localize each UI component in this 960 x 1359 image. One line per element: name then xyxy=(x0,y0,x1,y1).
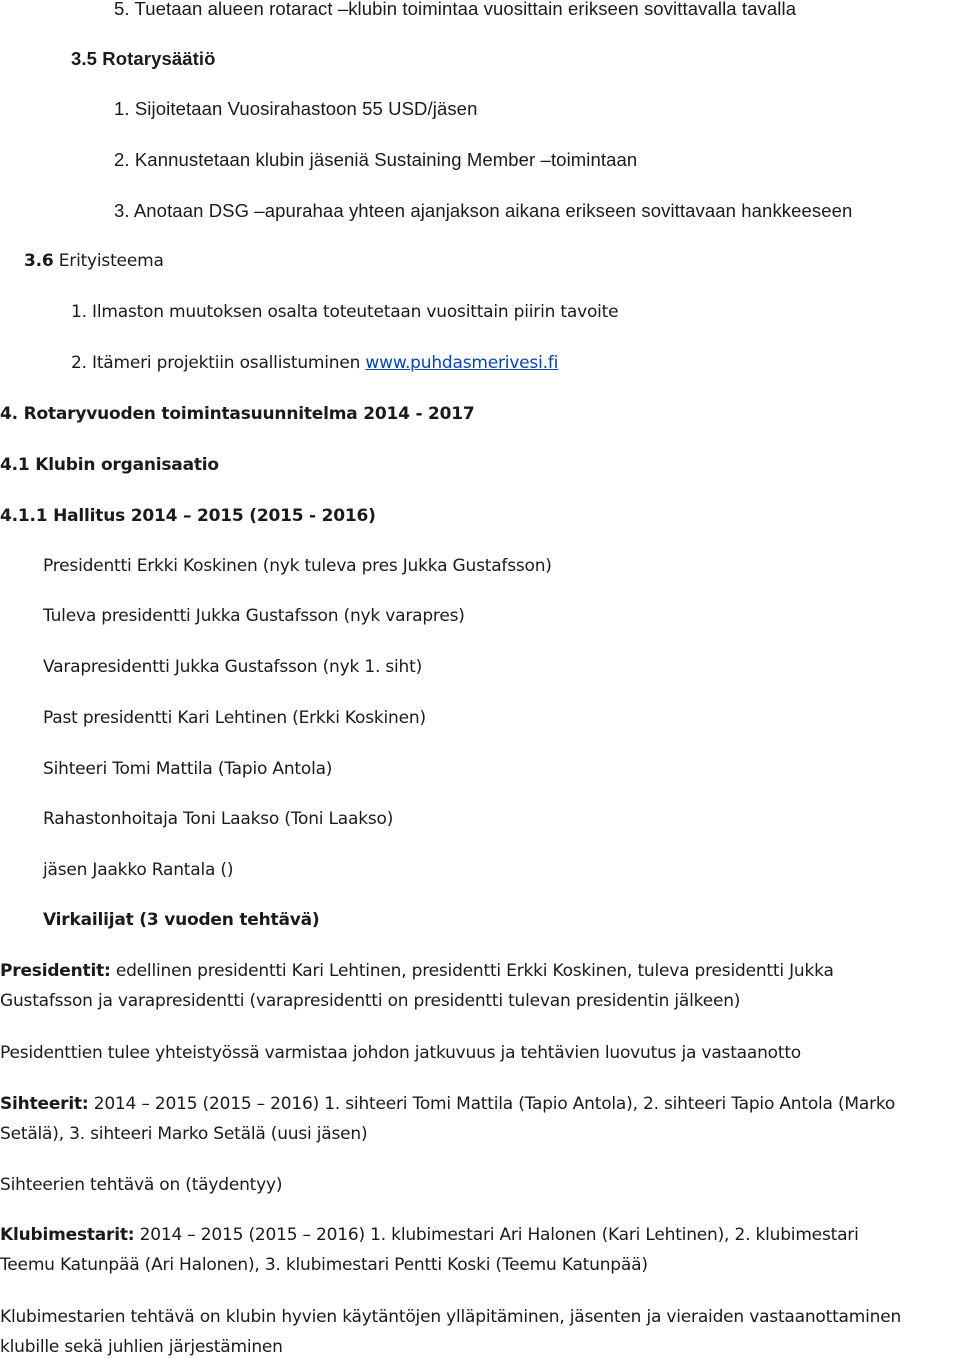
board-member: Presidentti Erkki Koskinen (nyk tuleva pres Jukka Gustafsson) xyxy=(43,556,552,576)
section-heading-board: 4.1.1 Hallitus 2014 – 2015 (2015 - 2016) xyxy=(0,506,376,526)
list-item: 1. Sijoitetaan Vuosirahastoon 55 USD/jäsen xyxy=(114,98,478,119)
clubmasters-duty-line1: Klubimestarien tehtävä on klubin hyvien käytäntöjen ylläpitäminen, jäsenten ja vieraiden vastaanottaminen xyxy=(0,1307,902,1327)
secretaries-paragraph-line2: Setälä), 3. sihteeri Marko Setälä (uusi jäsen) xyxy=(0,1124,368,1144)
board-member: Sihteeri Tomi Mattila (Tapio Antola) xyxy=(43,759,333,779)
heading-text: Erityisteema xyxy=(58,251,164,271)
presidents-paragraph-line2: Gustafsson ja varapresidentti (varapresidentti on presidentti tulevan presidentin jälkeen) xyxy=(0,991,741,1011)
clubmasters-duty-line2: klubille sekä juhlien järjestäminen xyxy=(0,1337,283,1357)
list-item-text: 2. Itämeri projektiin osallistuminen xyxy=(71,353,366,373)
secretaries-paragraph-line1 xyxy=(0,1093,895,1115)
rotaract-item: 5. Tuetaan alueen rotaract –klubin toimintaa vuosittain erikseen sovittavalla tavalla xyxy=(114,0,797,19)
secretaries-text: 2014 – 2015 (2015 – 2016) 1. sihteeri Tomi Mattila (Tapio Antola), 2. sihteeri Tapio Antola (Marko xyxy=(88,1094,896,1114)
secretaries-duty: Sihteerien tehtävä on (täydentyy) xyxy=(0,1175,283,1195)
section-heading-plan: 4. Rotaryvuoden toimintasuunnitelma 2014 - 2017 xyxy=(0,404,475,424)
officers-heading: Virkailijat (3 vuoden tehtävä) xyxy=(43,910,320,930)
list-item: 2. Kannustetaan klubin jäseniä Sustaining Member –toimintaan xyxy=(114,149,638,170)
section-heading-special-theme xyxy=(24,250,164,272)
section-heading-organisation: 4.1 Klubin organisaatio xyxy=(0,455,219,475)
board-member: Past presidentti Kari Lehtinen (Erkki Koskinen) xyxy=(43,708,426,728)
presidents-label: Presidentit: xyxy=(0,961,111,981)
secretaries-label: Sihteerit: xyxy=(0,1094,89,1114)
presidents-paragraph-line1 xyxy=(0,960,834,982)
puhdasmerivesi-link[interactable]: www.puhdasmerivesi.fi xyxy=(365,353,559,373)
board-member: Rahastonhoitaja Toni Laakso (Toni Laakso) xyxy=(43,809,394,829)
heading-number: 3.6 xyxy=(24,251,54,271)
clubmasters-label: Klubimestarit: xyxy=(0,1225,135,1245)
list-item: 3. Anotaan DSG –apurahaa yhteen ajanjakson aikana erikseen sovittavaan hankkeeseen xyxy=(114,200,853,221)
list-item: 1. Ilmaston muutoksen osalta toteutetaan vuosittain piirin tavoite xyxy=(71,302,619,322)
section-heading-rotary-foundation: 3.5 Rotarysäätiö xyxy=(71,48,216,69)
board-member: jäsen Jaakko Rantala () xyxy=(43,860,234,880)
clubmasters-paragraph-line2: Teemu Katunpää (Ari Halonen), 3. klubimestari Pentti Koski (Teemu Katunpää) xyxy=(0,1255,648,1275)
presidents-duty: Pesidenttien tulee yhteistyössä varmistaa johdon jatkuvuus ja tehtävien luovutus ja vastaanotto xyxy=(0,1043,802,1063)
presidents-text: edellinen presidentti Kari Lehtinen, presidentti Erkki Koskinen, tuleva presidentti Jukka xyxy=(110,961,834,981)
clubmasters-text: 2014 – 2015 (2015 – 2016) 1. klubimestari Ari Halonen (Kari Lehtinen), 2. klubimestari xyxy=(134,1225,859,1245)
list-item xyxy=(71,352,558,374)
clubmasters-paragraph-line1 xyxy=(0,1224,859,1246)
board-member: Tuleva presidentti Jukka Gustafsson (nyk varapres) xyxy=(43,606,465,626)
board-member: Varapresidentti Jukka Gustafsson (nyk 1. siht) xyxy=(43,657,423,677)
